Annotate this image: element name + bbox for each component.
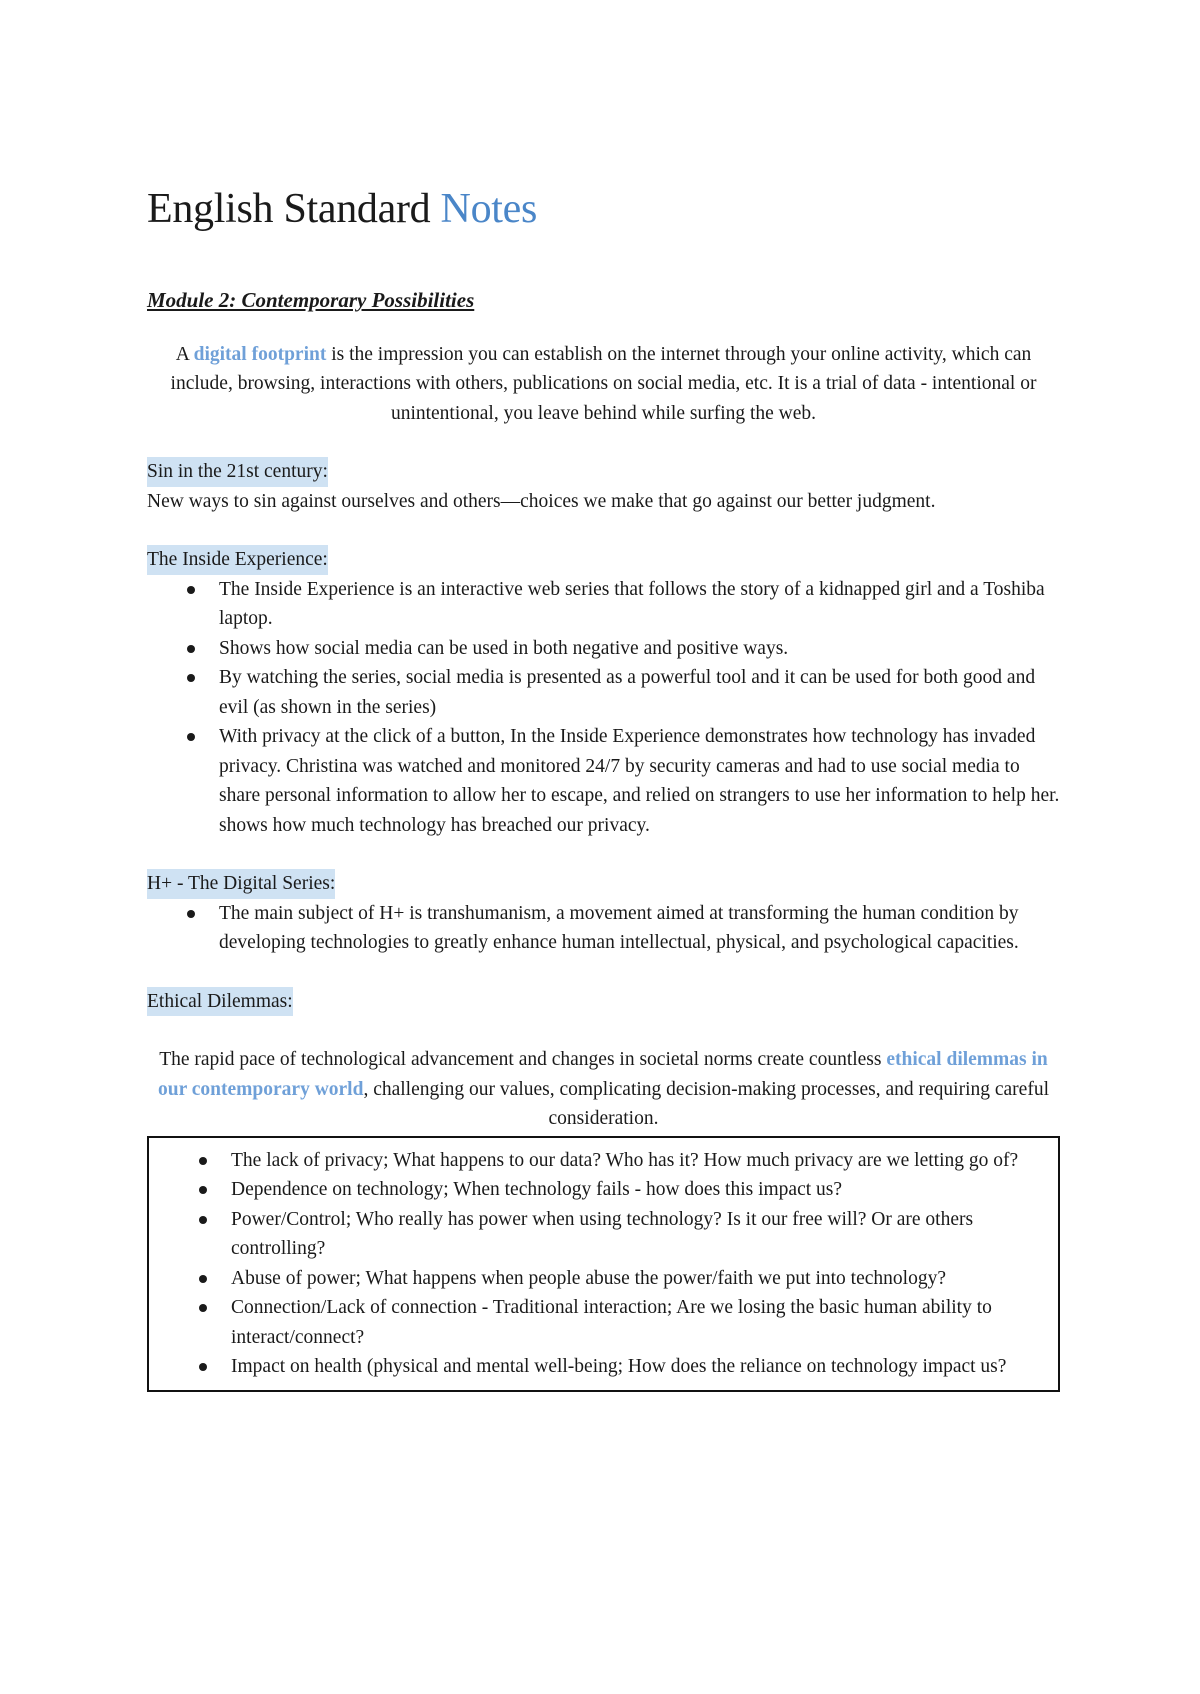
ethical-paragraph [147,1045,1060,1134]
intro-paragraph [147,340,1060,429]
list-item: The lack of privacy; What happens to our data? Who has it? How much privacy are we letting go of? [231,1146,1046,1176]
page-title [147,184,1060,234]
intro-post: is the impression you can establish on the internet through your online activity, which can include, browsing, interactions with others, publications on social media, etc. It is a trial of data - intentional or unintentional, you leave behind while surfing the web. [170,343,1037,424]
intro-pre: A [175,343,194,365]
digital-footprint-term: digital footprint [193,343,327,365]
sin-text: New ways to sin against ourselves and others—choices we make that go against our better judgment. [147,490,936,512]
ethical-dilemmas-term: ethical dilemmas in our contemporary world [158,1049,1048,1100]
ethical-post: , challenging our values, complicating decision-making processes, and requiring careful consideration. [363,1078,1049,1130]
module-heading: Module 2: Contemporary Possibilities [147,288,475,313]
h-plus-list [147,899,1060,958]
list-item: With privacy at the click of a button, In the Inside Experience demonstrates how technology has invaded privacy. Christina was watched and monitored 24/7 by security cameras and had to use social media to share personal information to allow her to escape, and relied on strangers to use her information to help her. shows how much technology has breached our privacy. [219,722,1060,840]
title-main: English Standard [147,186,431,232]
list-item: Power/Control; Who really has power when using technology? Is it our free will? Or are others controlling? [231,1205,1046,1264]
inside-experience-list [147,575,1060,841]
ethical-dilemmas-list [149,1146,1046,1382]
title-accent: Notes [440,186,538,232]
inside-experience-section [147,545,1060,840]
inside-experience-heading: The Inside Experience: [147,545,328,575]
sin-heading: Sin in the 21st century: [147,457,328,487]
h-plus-section [147,869,1060,958]
list-item: Connection/Lack of connection - Traditional interaction; Are we losing the basic human ability to interact/connect? [231,1293,1046,1352]
ethical-heading: Ethical Dilemmas: [147,987,293,1017]
list-item: The Inside Experience is an interactive web series that follows the story of a kidnapped girl and a Toshiba laptop. [219,575,1060,634]
ethical-dilemmas-box [147,1136,1060,1392]
ethical-section [147,987,1060,1392]
sin-section [147,457,1060,516]
h-plus-heading: H+ - The Digital Series: [147,869,335,899]
ethical-pre: The rapid pace of technological advancement and changes in societal norms create countless [159,1049,887,1071]
list-item: Dependence on technology; When technology fails - how does this impact us? [231,1175,1046,1205]
list-item: By watching the series, social media is presented as a powerful tool and it can be used for both good and evil (as shown in the series) [219,663,1060,722]
list-item: The main subject of H+ is transhumanism, a movement aimed at transforming the human condition by developing technologies to greatly enhance human intellectual, physical, and psychological capacities. [219,899,1060,958]
list-item: Impact on health (physical and mental well-being; How does the reliance on technology impact us? [231,1352,1046,1382]
list-item: Shows how social media can be used in both negative and positive ways. [219,634,1060,664]
list-item: Abuse of power; What happens when people abuse the power/faith we put into technology? [231,1264,1046,1294]
